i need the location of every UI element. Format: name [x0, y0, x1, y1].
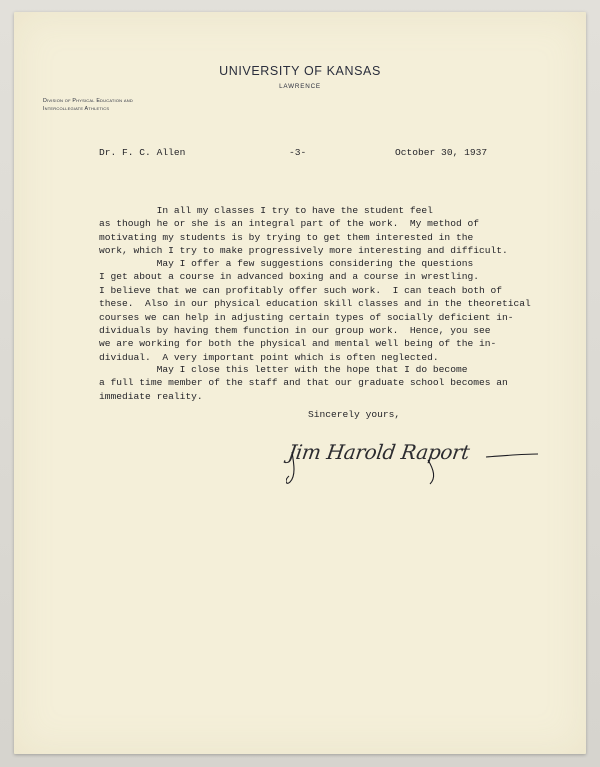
signature-name: Jim Harold Raport: [286, 440, 472, 464]
signature-flourish: [286, 430, 546, 488]
letterhead-title: UNIVERSITY OF KANSAS: [219, 64, 381, 78]
letterhead-location: LAWRENCE: [279, 83, 321, 90]
body-paragraph-2: May I offer a few suggestions considering the questions I get about a course in advanced boxing and a course in wrestling. I believe that we can profitably offer such work. I can teach both of these. Also in our physical education skill classes and in the theoretical courses we can help in adjusting certain types of socially deficient in- dividuals by having them function in our group work. Hence, you see we are working for both the physical and mental well being of the in- dividual. A very important point which is often neglected.: [99, 258, 531, 363]
body-paragraph-1: In all my classes I try to have the student feel as though he or she is an integral part of the work. My method of motivating my students is by trying to get them interested in the work, which I try to make progressively more interesting and difficult.: [99, 205, 508, 257]
addressee: Dr. F. C. Allen: [99, 147, 186, 158]
division-line-1: Division of Physical Education and: [43, 98, 133, 104]
signature-tail-stroke: [486, 454, 538, 457]
letterhead-division: [43, 97, 133, 114]
signature-j-loop: [286, 452, 294, 483]
division-line-2: Intercollegiate Athletics: [43, 106, 110, 113]
signature-p-descender: [428, 460, 434, 484]
letter-date: October 30, 1937: [395, 147, 488, 158]
signature: [286, 430, 546, 488]
closing-salutation: Sincerely yours,: [308, 409, 401, 420]
body-paragraph-3: May I close this letter with the hope that I do become a full time member of the staff and that our graduate school becomes an immediate reality.: [99, 364, 508, 402]
page-number: -3-: [289, 147, 307, 158]
